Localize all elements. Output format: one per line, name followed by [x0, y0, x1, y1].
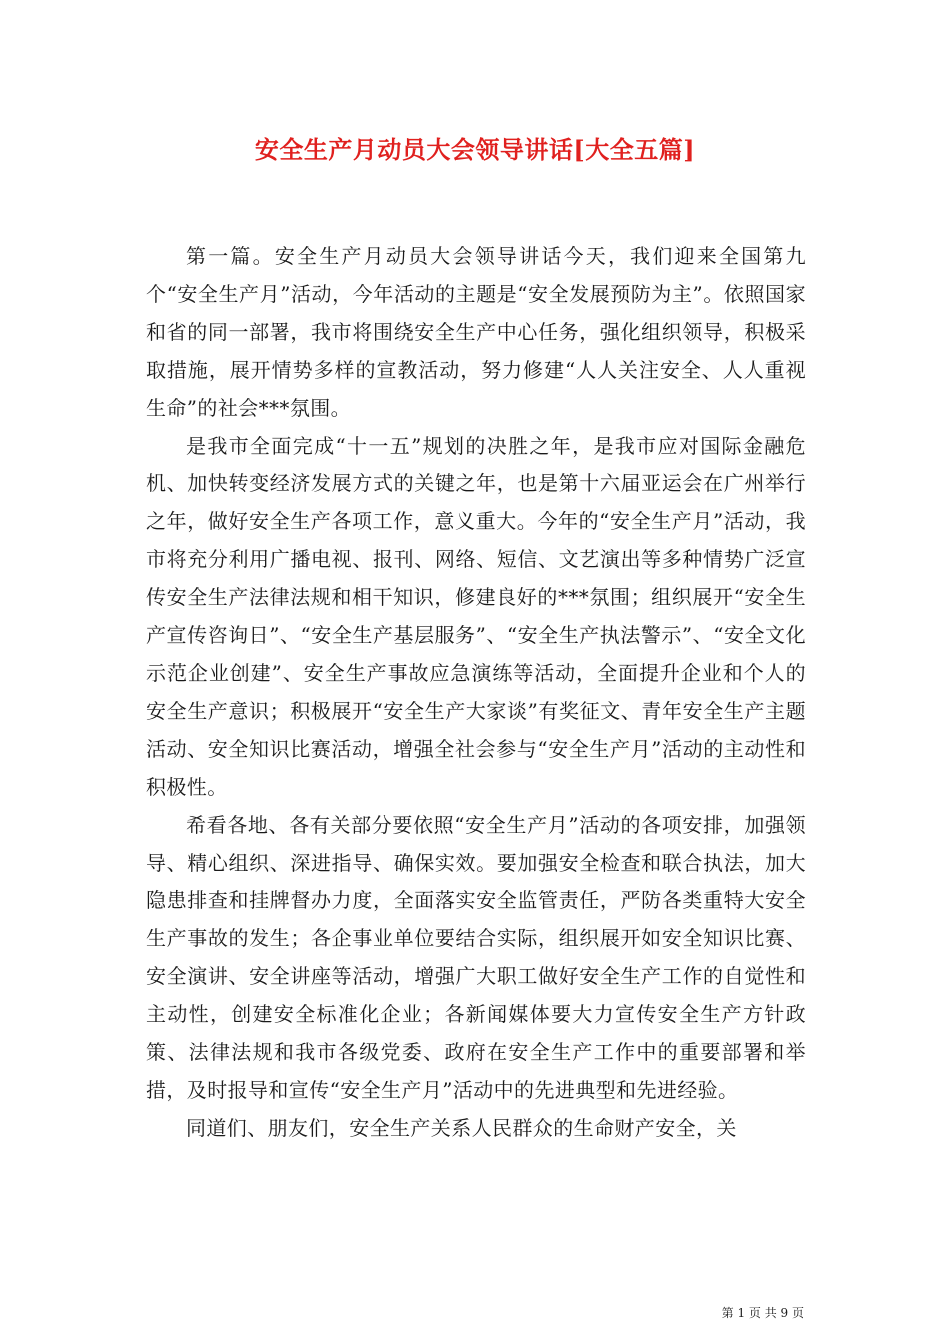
paragraph-3: 希看各地、各有关部分要依照“安全生产月”活动的各项安排，加强领导、精心组织、深进指导、确保实效。要加强安全检查和联合执法，加大隐患排查和挂牌督办力度，全面落实安全监管责任，严防各类重特大安全生产事故的发生；各企事业单位要结合实际，组织展开如安全知识比赛、安全演讲、安全讲座等活动，增强广大职工做好安全生产工作的自觉性和主动性，创建安全标准化企业；各新闻媒体要大力宣传安全生产方针政策、法律法规和我市各级党委、政府在安全生产工作中的重要部署和举措，及时报导和宣传“安全生产月”活动中的先进典型和先进经验。	[146, 812, 806, 1102]
document-body	[146, 238, 806, 1148]
paragraph-1: 第一篇。安全生产月动员大会领导讲话今天，我们迎来全国第九个“安全生产月”活动，今年活动的主题是“安全发展预防为主”。依照国家和省的同一部署，我市将围绕安全生产中心任务，强化组织领导，积极采取措施，展开情势多样的宣教活动，努力修建“人人关注安全、人人重视生命”的社会***氛围。	[146, 244, 806, 420]
document-title: 安全生产月动员大会领导讲话[大全五篇]	[254, 135, 696, 164]
page-number-footer: 第 1 页 共 9 页	[721, 1306, 804, 1320]
paragraph-4: 同道们、朋友们，安全生产关系人民群众的生命财产安全，关	[186, 1115, 737, 1140]
paragraph-2: 是我市全面完成“十一五”规划的决胜之年，是我市应对国际金融危机、加快转变经济发展方式的关键之年，也是第十六届亚运会在广州举行之年，做好安全生产各项工作，意义重大。今年的“安全生产月”活动，我市将充分利用广播电视、报刊、网络、短信、文艺演出等多种情势广泛宣传安全生产法律法规和相干知识，修建良好的***氛围；组织展开“安全生产宣传咨询日”、“安全生产基层服务”、“安全生产执法警示”、“安全文化示范企业创建”、安全生产事故应急演练等活动，全面提升企业和个人的安全生产意识；积极展开“安全生产大家谈”有奖征文、青年安全生产主题活动、安全知识比赛活动，增强全社会参与“安全生产月”活动的主动性和积极性。	[146, 433, 806, 799]
